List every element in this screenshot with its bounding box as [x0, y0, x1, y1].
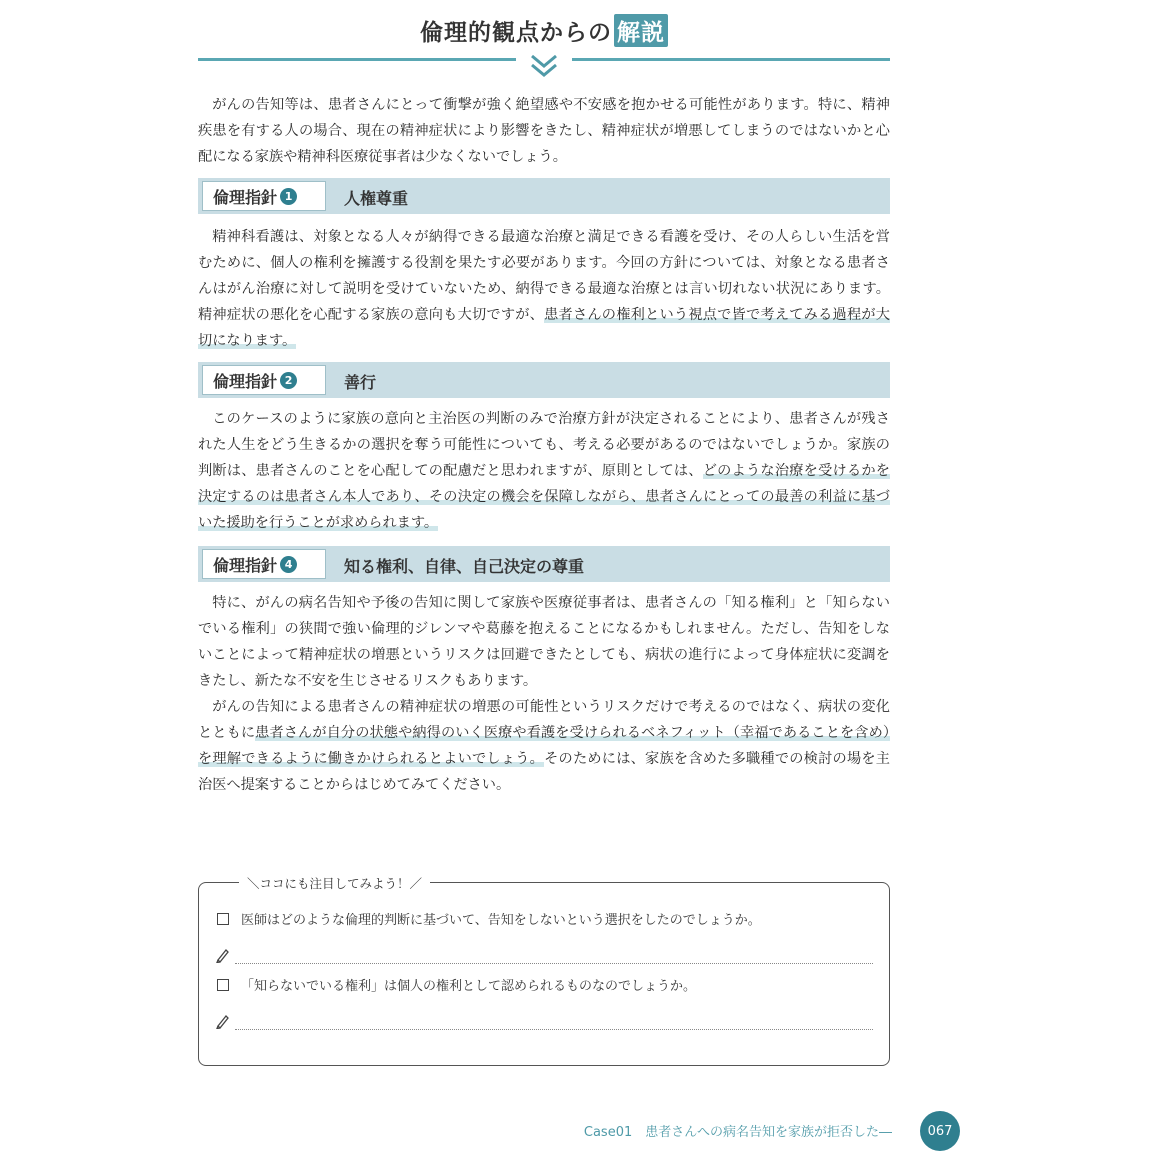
- running-footer: Case01 患者さんへの病名告知を家族が拒否した―: [583, 1125, 892, 1140]
- title-main: 倫理的観点からの: [420, 20, 612, 46]
- emphasis-text: 患者さんの権利という視点で皆で考えてみる過程が大切になります。: [198, 307, 890, 349]
- guideline-title: 人権尊重: [344, 189, 409, 208]
- checkpoint-question: [217, 909, 761, 928]
- checkpoint-box: [198, 876, 890, 1066]
- pencil-icon: [215, 1013, 231, 1029]
- answer-line[interactable]: [235, 1029, 873, 1030]
- emphasis-text: 患者さんが自分の状態や納得のいく医療や看護を受けられるベネフィット（幸福であることを含め）を理解できるように働きかけられるとよいでしょう。: [198, 725, 890, 767]
- question-text: 医師はどのような倫理的判断に基づいて、告知をしないという選択をしたのでしょうか。: [241, 913, 761, 928]
- title-rule-left: [198, 58, 516, 61]
- guideline-label: 倫理指針: [213, 555, 278, 575]
- guideline-header-1: [198, 178, 890, 214]
- page-title: [198, 14, 890, 47]
- pencil-icon: [215, 947, 231, 963]
- question-text: 「知らないでいる権利」は個人の権利として認められるものなのでしょうか。: [241, 979, 697, 994]
- guideline-label: 倫理指針: [213, 371, 278, 391]
- guideline-title: 善行: [344, 373, 377, 392]
- checkbox-icon[interactable]: [217, 979, 229, 991]
- body-text-2: がんの告知による患者さんの精神症状の増悪の可能性というリスクだけで考えるのではなく、病状の変化とともに: [198, 699, 890, 741]
- body-text: このケースのように家族の意向と主治医の判断のみで治療方針が決定されることにより、患者さんが残された人生をどう生きるかの選択を奪う可能性についても、考える必要があるのではないでしょうか。家族の判断は、患者さんのことを心配しての配慮だと思われますが、原則としては、: [198, 411, 890, 479]
- guideline-tag: [202, 549, 326, 579]
- guideline-body-2: [198, 406, 890, 536]
- title-rule-right: [572, 58, 890, 61]
- body-text-3: そのためには、家族を含めた多職種での検討の場を主治医へ提案することからはじめてみてください。: [198, 751, 890, 793]
- body-text: 特に、がんの病名告知や予後の告知に関して家族や医療従事者は、患者さんの「知る権利」と「知らないでいる権利」の狭間で強い倫理的ジレンマや葛藤を抱えることになるかもしれません。ただし、告知をしないことによって精神症状の増悪というリスクは回避できたとしても、病状の進行によって身体症状に変調をきたし、新たな不安を生じさせるリスクもあります。: [198, 595, 890, 689]
- guideline-number-badge: 2: [280, 372, 297, 389]
- guideline-number-badge: 1: [280, 188, 297, 205]
- checkpoint-heading: ＼ココにも注目してみよう！／: [239, 874, 430, 892]
- guideline-header-4: [198, 546, 890, 582]
- double-chevron-down-icon: [524, 52, 564, 82]
- guideline-header-2: [198, 362, 890, 398]
- guideline-label: 倫理指針: [213, 187, 278, 207]
- guideline-number-badge: 4: [280, 556, 297, 573]
- guideline-title: 知る権利、自律、自己決定の尊重: [344, 557, 585, 576]
- answer-line[interactable]: [235, 963, 873, 964]
- guideline-tag: [202, 181, 326, 211]
- intro-paragraph: [198, 92, 890, 170]
- intro-text: がんの告知等は、患者さんにとって衝撃が強く絶望感や不安感を抱かせる可能性があります。特に、精神疾患を有する人の場合、現在の精神症状により影響をきたし、精神症状が増悪してしまうのではないかと心配になる家族や精神科医療従事者は少なくないでしょう。: [198, 97, 890, 165]
- emphasis-text: どのような治療を受けるかを決定するのは患者さん本人であり、その決定の機会を保障しながら、患者さんにとっての最善の利益に基づいた援助を行うことが求められます。: [198, 463, 890, 531]
- body-text: 精神科看護は、対象となる人々が納得できる最適な治療と満足できる看護を受け、その人らしい生活を営むために、個人の権利を擁護する役割を果たす必要があります。今回の方針については、対象となる患者さんはがん治療に対して説明を受けていないため、納得できる最適な治療とは言い切れない状況にあります。精神症状の悪化を心配する家族の意向も大切ですが、: [198, 229, 890, 323]
- guideline-body-1: [198, 224, 890, 354]
- checkbox-icon[interactable]: [217, 913, 229, 925]
- page-number-badge: 067: [920, 1111, 960, 1151]
- guideline-body-4: [198, 590, 890, 798]
- section-header: [198, 10, 890, 80]
- guideline-tag: [202, 365, 326, 395]
- title-highlight: 解説: [614, 14, 668, 47]
- checkpoint-question: [217, 975, 696, 994]
